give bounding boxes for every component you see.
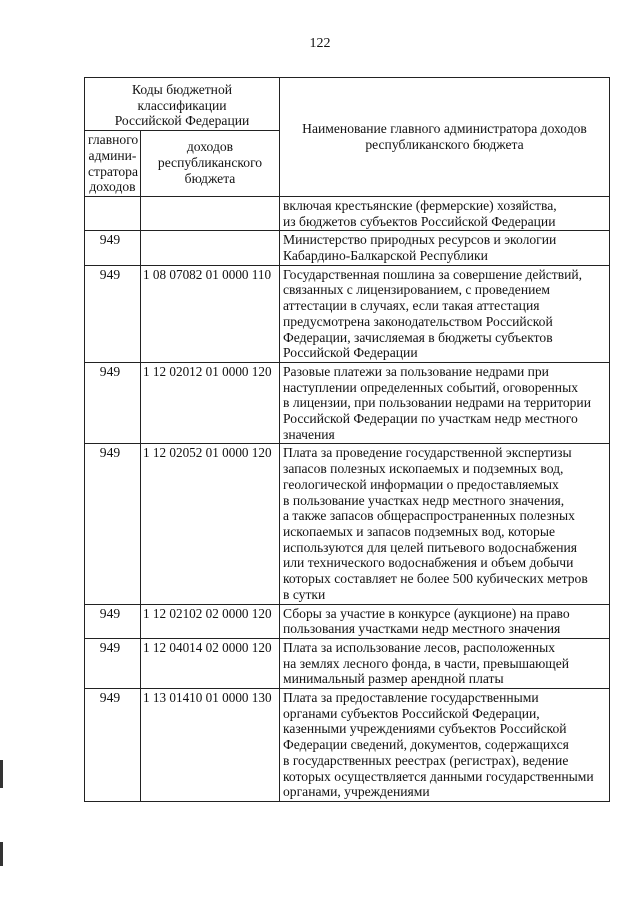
name-cell [280, 231, 610, 265]
name-line: в лицензии, при пользовании недрами на территории [283, 395, 591, 411]
header-text-line: Коды бюджетной [131, 82, 233, 97]
name-line: используются для целей питьевого водоснабжения [283, 539, 578, 555]
page-number: 122 [309, 36, 331, 51]
name-line: значения [283, 426, 335, 442]
name-line: в пользование участках недр местного значения, [283, 492, 565, 508]
revenue-code-cell: 1 12 02012 01 0000 120 [141, 362, 280, 444]
name-line: Кабардино-Балкарской Республики [283, 248, 488, 264]
name-line: Государственная пошлина за совершение действий, [283, 266, 583, 282]
name-line: ископаемых и запасов подземных вод, которые [283, 523, 556, 539]
revenue-code-cell: 1 13 01410 01 0000 130 [141, 689, 280, 802]
budget-codes-table [84, 77, 610, 802]
name-line: аттестации в случаях, если такая аттестация [283, 298, 540, 314]
name-line: Федерации, зачисляемая в бюджеты субъектов [283, 329, 553, 345]
revenue-code-cell: 1 12 02052 01 0000 120 [141, 444, 280, 604]
name-line: предусмотрена законодательством Российской [283, 313, 553, 329]
admin-code-cell: 949 [85, 265, 141, 362]
name-line: Российской Федерации по участкам недр местного [283, 411, 578, 427]
admin-code-cell: 949 [85, 689, 141, 802]
name-line: геологической информации о предоставляемых [283, 476, 559, 492]
name-line: наступлении определенных событий, оговоренных [283, 379, 579, 395]
name-line: органами субъектов Российской Федерации, [283, 705, 540, 721]
header-administrator-name [280, 78, 610, 197]
admin-code-cell: 949 [85, 362, 141, 444]
header-text-line: главного [88, 132, 139, 148]
name-line: органами, учреждениями [283, 784, 430, 800]
table-row [85, 638, 610, 688]
scan-edge-mark [0, 842, 3, 866]
name-line: Российской Федерации [283, 345, 418, 361]
name-cell [280, 604, 610, 638]
name-line: а также запасов общераспространенных полезных [283, 508, 575, 524]
header-text-line: Российской Федерации [114, 113, 250, 129]
table-row [85, 604, 610, 638]
name-line: которых составляет не более 500 кубических метров [283, 571, 588, 587]
header-text-line: доходов [186, 139, 234, 155]
name-line: Плата за использование лесов, расположенных [283, 639, 556, 655]
name-line: на землях лесного фонда, в части, превышающей [283, 655, 570, 671]
table-row [85, 444, 610, 604]
revenue-code-cell: 1 12 02102 02 0000 120 [141, 604, 280, 638]
name-cell [280, 689, 610, 802]
admin-code-cell: 949 [85, 231, 141, 265]
admin-code-cell: 949 [85, 444, 141, 604]
name-line: Федерации сведений, документов, содержащихся [283, 737, 569, 753]
name-line: связанных с лицензированием, с проведением [283, 282, 551, 298]
name-cell [280, 638, 610, 688]
scan-edge-mark [0, 760, 3, 788]
name-line: Плата за проведение государственной экспертизы [283, 445, 572, 461]
header-text-line: Наименование главного администратора доходов [302, 121, 587, 137]
name-line: казенными учреждениями субъектов Российской [283, 721, 567, 737]
name-cell [280, 196, 610, 230]
header-text-line: бюджета [184, 170, 236, 186]
revenue-code-cell: 1 08 07082 01 0000 110 [141, 265, 280, 362]
admin-code-cell: 949 [85, 604, 141, 638]
header-main-administrator [85, 131, 141, 197]
name-line: в сутки [283, 586, 326, 602]
header-text-line: республиканского бюджета [365, 136, 524, 152]
name-line: которых осуществляется данными государственными [283, 768, 594, 784]
table-header-row [85, 78, 610, 131]
header-text-line: стратора [88, 163, 139, 179]
header-classification-codes [85, 78, 280, 131]
name-cell [280, 444, 610, 604]
table-row [85, 265, 610, 362]
admin-code-cell: 949 [85, 638, 141, 688]
name-line: запасов полезных ископаемых и подземных вод, [283, 461, 564, 477]
header-text-line: доходов [89, 179, 136, 195]
name-line: из бюджетов субъектов Российской Федерации [283, 213, 556, 229]
header-text-line: админи- [88, 147, 137, 163]
header-text-line: республиканского [157, 154, 263, 170]
name-line: в государственных реестрах (регистрах), ведение [283, 752, 569, 768]
table-row [85, 362, 610, 444]
name-cell [280, 265, 610, 362]
revenue-code-cell [141, 231, 280, 265]
header-text-line: классификации [137, 97, 227, 113]
name-line: Плата за предоставление государственными [283, 690, 539, 706]
header-revenue-code [141, 131, 280, 197]
name-line: минимальный размер арендной платы [283, 671, 504, 687]
name-line: Сборы за участие в конкурсе (аукционе) на право [283, 605, 570, 621]
revenue-code-cell [141, 196, 280, 230]
name-line: пользования участками недр местного значения [283, 621, 561, 637]
name-line: Разовые платежи за пользование недрами при [283, 363, 549, 379]
name-line: включая крестьянские (фермерские) хозяйства, [283, 197, 557, 213]
name-line: Министерство природных ресурсов и экологии [283, 232, 557, 248]
name-line: или технического водоснабжения и объем добычи [283, 555, 574, 571]
admin-code-cell [85, 196, 141, 230]
revenue-code-cell: 1 12 04014 02 0000 120 [141, 638, 280, 688]
table-row [85, 689, 610, 802]
table-row [85, 231, 610, 265]
name-cell [280, 362, 610, 444]
table-row [85, 196, 610, 230]
